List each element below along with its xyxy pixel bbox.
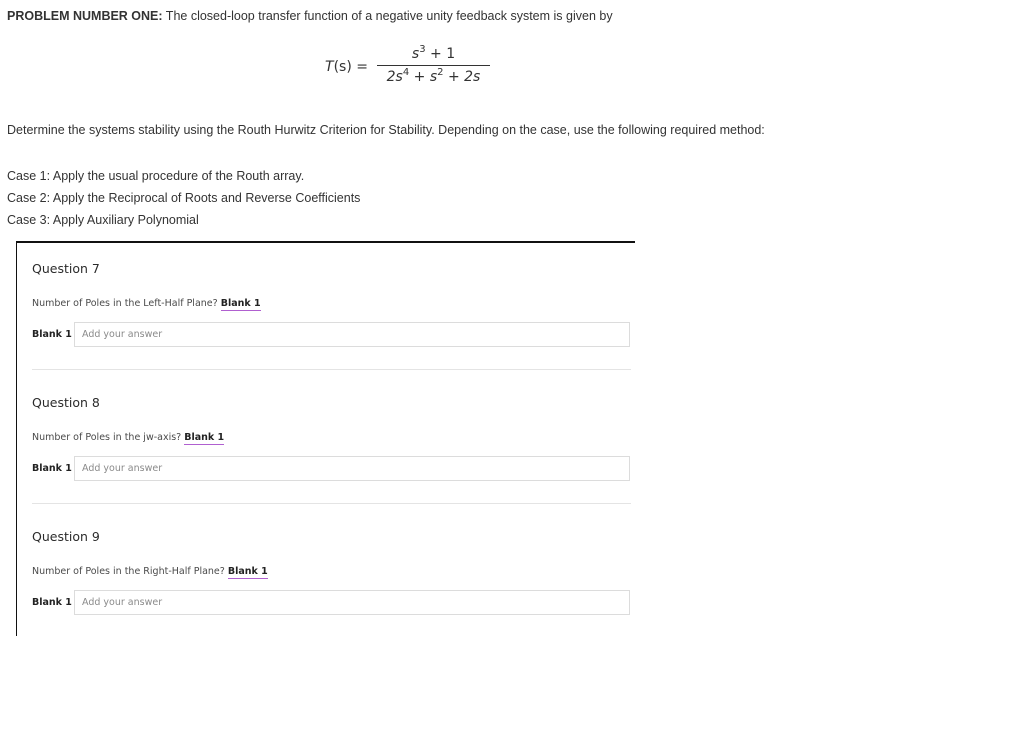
answer-row — [32, 456, 632, 482]
equation-lhs-function: T — [325, 59, 334, 75]
fraction-bar — [377, 65, 490, 66]
numerator-exponent: 3 — [419, 44, 426, 55]
numerator-constant: + 1 — [425, 46, 456, 62]
denominator-term-2: + s — [409, 69, 438, 85]
answer-input-q9[interactable] — [74, 590, 630, 615]
denominator-term-1: 2s — [386, 69, 403, 85]
equation-lhs — [325, 59, 368, 75]
answer-row — [32, 322, 632, 348]
blank-reference: Blank 1 — [184, 432, 225, 443]
question-prompt — [32, 298, 261, 309]
question-title: Question 9 — [32, 529, 100, 544]
equation-numerator — [377, 44, 490, 64]
question-divider — [32, 369, 631, 370]
question-divider — [32, 503, 631, 504]
case-list — [7, 165, 360, 231]
case-item-1: Case 1: Apply the usual procedure of the Routh array. — [7, 169, 305, 183]
blank-reference: Blank 1 — [227, 566, 268, 577]
transfer-function-equation — [322, 44, 502, 94]
problem-statement — [7, 9, 613, 23]
question-prompt-text: Number of Poles in the jw-axis? — [32, 432, 185, 443]
quiz-panel — [16, 241, 635, 636]
equation-denominator — [377, 68, 490, 88]
problem-label: PROBLEM NUMBER ONE: — [7, 9, 163, 23]
denominator-term-3: + 2s — [443, 69, 481, 85]
answer-label: Blank 1 — [32, 329, 72, 340]
answer-label: Blank 1 — [32, 463, 72, 474]
blank-reference: Blank 1 — [220, 298, 261, 309]
case-item-3: Case 3: Apply Auxiliary Polynomial — [7, 213, 199, 227]
denominator-exponent-1: 4 — [402, 67, 410, 78]
problem-text: The closed-loop transfer function of a negative unity feedback system is given by — [162, 9, 613, 23]
question-prompt-text: Number of Poles in the Left-Half Plane? — [32, 298, 221, 309]
answer-input-q7[interactable] — [74, 322, 630, 347]
question-title: Question 7 — [32, 261, 100, 276]
instructions-text: Determine the systems stability using the Routh Hurwitz Criterion for Stability. Depending on the case, use the following required method: — [7, 123, 765, 137]
question-prompt-text: Number of Poles in the Right-Half Plane? — [32, 566, 228, 577]
question-prompt — [32, 566, 268, 577]
case-item-2: Case 2: Apply the Reciprocal of Roots and Reverse Coefficients — [7, 191, 361, 205]
numerator-variable: s — [411, 46, 420, 62]
equation-fraction — [377, 44, 490, 88]
question-title: Question 8 — [32, 395, 100, 410]
denominator-exponent-2: 2 — [437, 67, 444, 78]
answer-input-q8[interactable] — [74, 456, 630, 481]
question-prompt — [32, 432, 224, 443]
equation-lhs-argument: (s) = — [333, 59, 368, 75]
answer-label: Blank 1 — [32, 597, 72, 608]
answer-row — [32, 590, 632, 616]
